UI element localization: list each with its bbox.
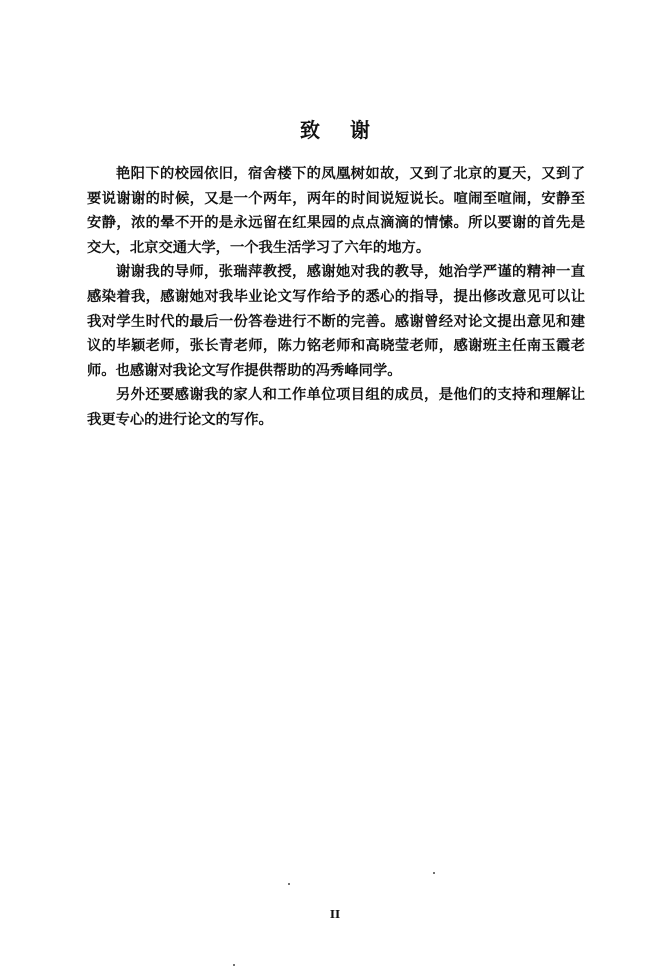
page-number: II [329,908,341,921]
paragraph: 艳阳下的校园依旧，宿舍楼下的凤凰树如故，又到了北京的夏天，又到了要说谢谢的时候，又是一个两年，两年的时间说短说长。喧闹至喧闹，安静至安静，浓的晕不开的是永远留在红果园的点点滴滴的情愫。所以要谢的首先是交大，北京交通大学，一个我生活学习了六年的地方。 [87,166,585,256]
acknowledgement-body [87,162,585,433]
paragraph: 另外还要感谢我的家人和工作单位项目组的成员，是他们的支持和理解让我更专心的进行论文的写作。 [87,387,585,428]
scan-speck [433,872,435,874]
scan-speck [288,883,290,885]
scan-speck [233,964,235,966]
paragraph: 谢谢我的导师，张瑞萍教授，感谢她对我的教导，她治学严谨的精神一直感染着我，感谢她对我毕业论文写作给予的悉心的指导，提出修改意见可以让我对学生时代的最后一份答卷进行不断的完善。感谢曾经对论文提出意见和建议的毕颖老师，张长青老师，陈力铭老师和高晓莹老师，感谢班主任南玉霞老师。也感谢对我论文写作提供帮助的冯秀峰同学。 [87,264,585,379]
page-title: 致谢 [300,118,400,142]
